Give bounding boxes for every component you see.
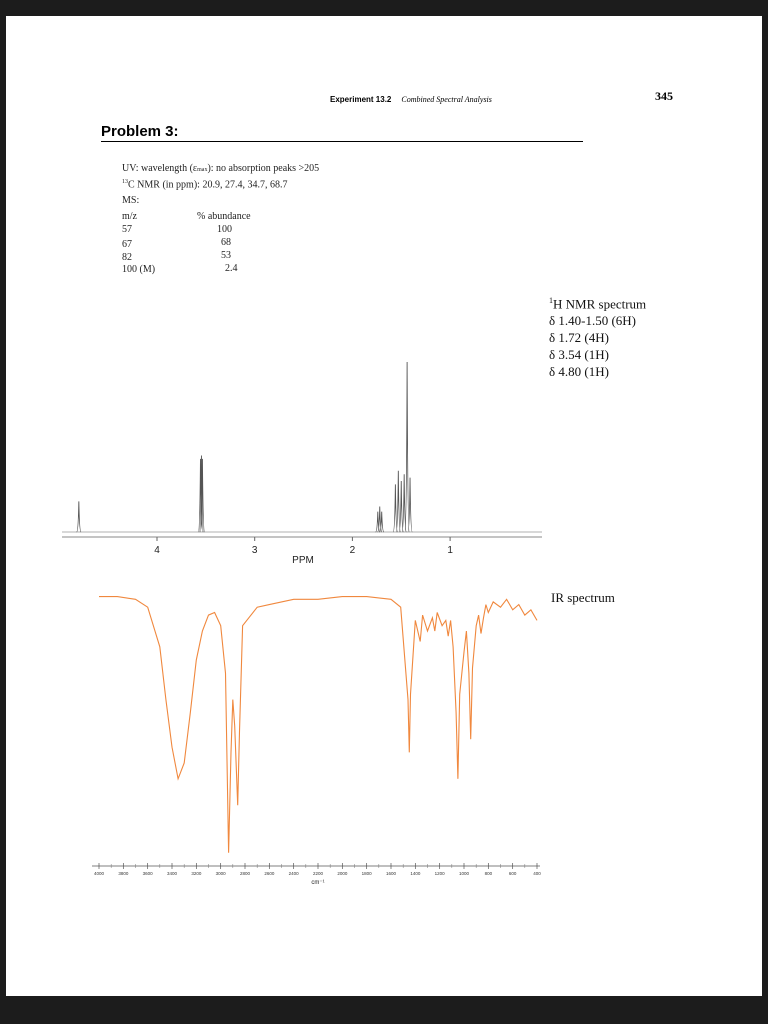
nmr-peak — [405, 362, 409, 532]
nmr-tick-label: 3 — [251, 545, 258, 556]
ir-tick-label: 800 — [484, 871, 493, 876]
ms-row-abundance: 100 — [217, 224, 232, 235]
h-nmr-title: $^1$H NMR spectrum — [549, 296, 647, 312]
ir-tick-label: 2200 — [312, 871, 324, 876]
ir-spectrum-label: IR spectrum — [551, 590, 615, 605]
ms-row-abundance: 68 — [221, 237, 231, 248]
h-nmr-shift: δ 1.40-1.50 (6H) — [549, 313, 637, 329]
ms-row-mz: 82 — [122, 252, 132, 263]
ms-col-mz: m/z — [122, 211, 137, 222]
nmr-peak — [396, 471, 400, 532]
nmr-tick-label: 1 — [447, 545, 453, 556]
uv-line: UV: wavelength (εmax): no absorption peaks >205 — [122, 163, 320, 174]
ir-tick-label: 1000 — [458, 871, 470, 876]
experiment-label: Experiment 13.2 — [330, 95, 392, 104]
c13-nmr-line: $^{13}$C NMR (in ppm): 20.9, 27.4, 34.7, 68.7 — [122, 179, 288, 191]
ir-tick-label: 1800 — [361, 871, 372, 876]
h-nmr-shift: δ 4.80 (1H) — [549, 364, 609, 380]
ir-tick-label: 1600 — [385, 871, 397, 876]
ir-tick-label: 400 — [533, 871, 541, 876]
nmr-peak — [77, 501, 81, 532]
ms-row-mz: 57 — [122, 224, 132, 235]
ir-tick-label: 2000 — [337, 871, 348, 876]
nmr-tick-label: 2 — [349, 545, 356, 556]
nmr-x-axis-label: PPM — [292, 555, 314, 566]
ms-row-mz: 67 — [122, 239, 132, 250]
ms-row-abundance: 2.4 — [225, 263, 238, 274]
ir-tick-label: 3000 — [215, 871, 226, 876]
ms-col-abundance: % abundance — [197, 211, 251, 222]
ir-x-axis-label: cm⁻¹ — [311, 880, 325, 886]
ir-tick-label: 3800 — [118, 871, 129, 876]
ir-spectrum-line — [99, 597, 537, 853]
ir-tick-label: 600 — [508, 871, 517, 876]
ms-label: MS: — [122, 195, 140, 206]
ir-tick-label: 1200 — [434, 871, 445, 876]
ms-row-abundance: 53 — [221, 250, 231, 261]
ir-tick-label: 4000 — [93, 871, 105, 876]
problem-title: Problem 3: — [101, 123, 179, 140]
h-nmr-shift: δ 3.54 (1H) — [549, 347, 609, 363]
ir-tick-label: 3200 — [191, 871, 202, 876]
page-number: 345 — [655, 89, 673, 103]
ir-tick-label: 2600 — [264, 871, 275, 876]
h-nmr-shift: δ 1.72 (4H) — [549, 330, 609, 346]
ir-tick-label: 2800 — [239, 871, 251, 876]
ir-tick-label: 3600 — [142, 871, 153, 876]
ir-tick-label: 3400 — [166, 871, 178, 876]
experiment-subtitle: Combined Spectral Analysis — [401, 95, 492, 104]
ir-tick-label: 2400 — [288, 871, 299, 876]
ir-tick-label: 1400 — [410, 871, 421, 876]
ms-row-mz: 100 (M) — [122, 264, 156, 275]
nmr-tick-label: 4 — [154, 545, 160, 556]
